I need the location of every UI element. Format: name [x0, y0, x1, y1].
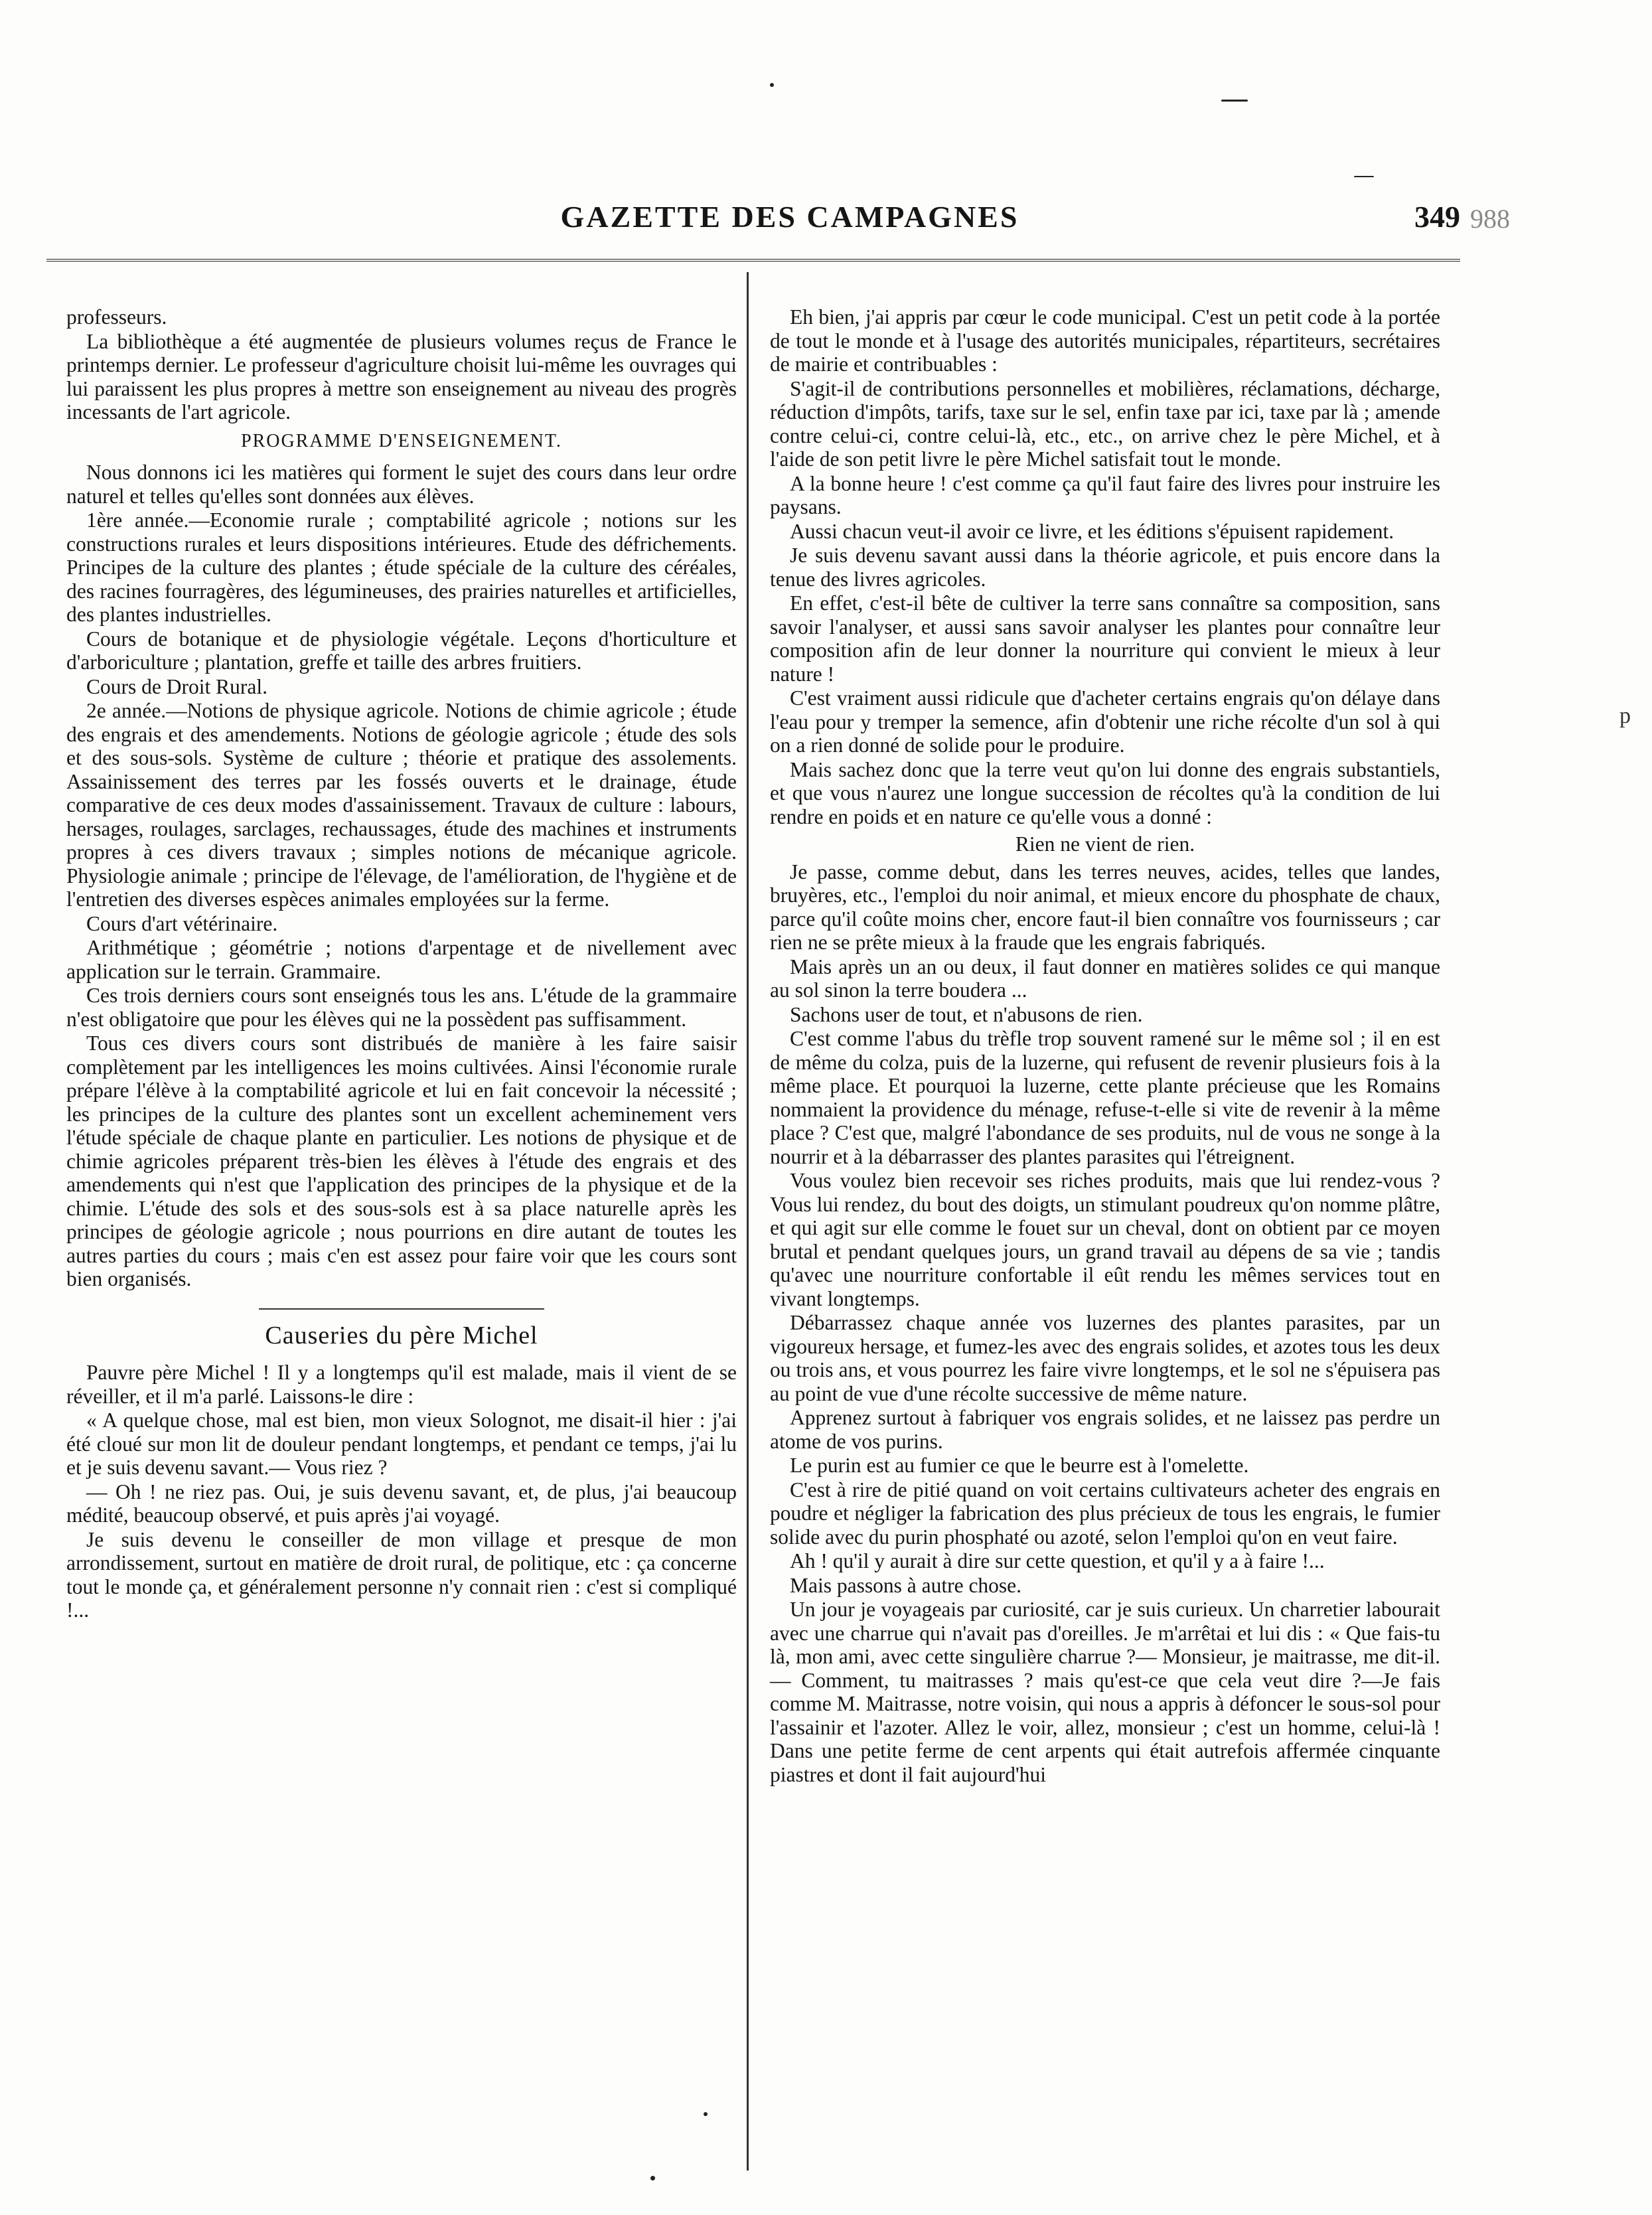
- paragraph: 2e année.—Notions de physique agricole. Notions de chimie agricole ; étude des engrais et des amendements. Notions de géologie agricole ; étude des sols et des sous-sols. Système de culture ; théorie et pratique des assolements. Assainissement des terres par les fossés ouverts et le drainage, étude comparative de ces deux modes d'assainissement. Travaux de culture : labours, hersages, roulages, sarclages, rechaussages, étude des machines et instruments propres à ces divers travaux ; simples notions de mécanique agricole. Physiologie animale ; principe de l'élevage, de l'amélioration, de l'hygiène et de l'entretien des diverses espèces animales employées sur la ferme.: [66, 699, 737, 911]
- scan-speck: [650, 2176, 655, 2180]
- quote-line: Rien ne vient de rien.: [1015, 832, 1195, 856]
- paragraph: Vous voulez bien recevoir ses riches produits, mais que lui rendez-vous ? Vous lui rendez, du bout des doigts, un stimulant poudreux qu'on nomme plâtre, et qui agit sur elle comme le fouet sur un cheval, dont on obtient par ce moyen brutal et pendant quelques jours, un grand travail au dépens de sa vie ; tandis qu'avec une nourriture confortable il eût rendu les mêmes services tout en vivant longtemps.: [770, 1169, 1440, 1310]
- paragraph: Je suis devenu le conseiller de mon village et presque de mon arrondissement, surtout en matière de droit rural, de politique, etc : ça concerne tout le monde ça, et généralement personne n'y connait rien : c'est si compliqué !...: [66, 1527, 737, 1622]
- paragraph: Mais passons à autre chose.: [790, 1573, 1022, 1597]
- right-column: [770, 305, 1440, 1787]
- paragraph: Pauvre père Michel ! Il y a longtemps qu'il est malade, mais il vient de se réveiller, et il m'a parlé. Laissons-le dire :: [66, 1361, 737, 1408]
- paragraph: Tous ces divers cours sont distribués de manière à les faire saisir complètement par les intelligences les moins cultivées. Ainsi l'économie rurale prépare l'élève à la comptabilité agricole et lui en fait concevoir la nécessité ; les principes de la culture des plantes sont un excellent acheminement vers l'étude spéciale de chaque plante en particulier. Les notions de physique et de chimie agricoles préparent très-bien les élèves à l'étude des engrais et des amendements qui n'est que l'application des principes de la physique et de la chimie. L'étude des sols et des sous-sols est à sa place naturelle après les principes de géologie agricole ; nous pourrions en dire autant de toutes les autres parties du cours ; mais c'en est assez pour faire voir que les cours sont bien organisés.: [66, 1031, 737, 1290]
- scan-speck: [1354, 176, 1374, 177]
- paragraph: Cours de botanique et de physiologie végétale. Leçons d'horticulture et d'arboriculture ; plantation, greffe et taille des arbres fruitiers.: [66, 627, 737, 674]
- margin-mark: p: [1619, 704, 1631, 728]
- paragraph: 1ère année.—Economie rurale ; comptabilité agricole ; notions sur les constructions rurales et leurs dispositions intérieures. Etude des défrichements. Principes de la culture des plantes ; étude spéciale de la culture des céréales, des racines fourragères, des légumineuses, des prairies naturelles et artificielles, des plantes industrielles.: [66, 508, 737, 626]
- paragraph: Mais après un an ou deux, il faut donner en matières solides ce qui manque au sol sinon la terre boudera ...: [770, 955, 1440, 1002]
- paragraph: Cours d'art vétérinaire.: [86, 911, 278, 935]
- page-number: 349: [1414, 200, 1460, 234]
- paragraph: Apprenez surtout à fabriquer vos engrais solides, et ne laissez pas perdre un atome de vos purins.: [770, 1406, 1440, 1453]
- paragraph: Je passe, comme debut, dans les terres neuves, acides, telles que landes, bruyères, etc., l'emploi du noir animal, et mieux encore du phosphate de chaux, parce qu'il coûte moins cher, encore faut-il bien connaître vos fournisseurs ; car rien ne se prête mieux à la fraude que les engrais fabriqués.: [770, 860, 1440, 954]
- paragraph: C'est à rire de pitié quand on voit certains cultivateurs acheter des engrais en poudre et négliger la fabrication des plus précieux de tous les engrais, le fumier solide avec du purin phosphaté ou azoté, selon l'emploi qu'on en veut faire.: [770, 1478, 1440, 1549]
- paragraph: En effet, c'est-il bête de cultiver la terre sans connaître sa composition, sans savoir l'analyser, et aussi sans savoir analyser les plantes pour connaître leur composition afin de leur donner la nourriture qui convient le mieux à leur nature !: [770, 591, 1440, 686]
- scan-speck: [1221, 100, 1248, 102]
- paragraph: Mais sachez donc que la terre veut qu'on lui donne des engrais substantiels, et que vous n'aurez une longue succession de récoltes qu'à la condition de lui rendre en poids et en nature ce qu'elle vous a donné :: [770, 757, 1440, 828]
- paragraph: C'est vraiment aussi ridicule que d'acheter certains engrais qu'on délaye dans l'eau pour y tremper la semence, afin d'obtenir une riche récolte d'un sol à qui on a rien donné de solide pour le produire.: [770, 686, 1440, 757]
- scan-speck: [704, 2112, 708, 2116]
- paragraph: Nous donnons ici les matières qui forment le sujet des cours dans leur ordre naturel et telles qu'elles sont données aux élèves.: [66, 461, 737, 508]
- paragraph: Sachons user de tout, et n'abusons de rien.: [790, 1002, 1143, 1026]
- column-divider: [747, 272, 749, 2171]
- paragraph: Ces trois derniers cours sont enseignés tous les ans. L'étude de la grammaire n'est obligatoire que pour les élèves qui ne la possèdent pas suffisamment.: [66, 984, 737, 1031]
- paragraph: Je suis devenu savant aussi dans la théorie agricole, et puis encore dans la tenue des livres agricoles.: [770, 544, 1440, 591]
- margin-fragment: 988: [1470, 204, 1510, 234]
- section-divider: [259, 1308, 544, 1310]
- causeries-heading: Causeries du père Michel: [265, 1321, 538, 1349]
- paragraph: Cours de Droit Rural.: [86, 674, 267, 698]
- program-heading: PROGRAMME D'ENSEIGNEMENT.: [241, 430, 562, 451]
- paragraph: Un jour je voyageais par curiosité, car je suis curieux. Un charretier labourait avec une charrue qui n'avait pas d'oreilles. Je m'arrêtai et lui dis : « Que fais-tu là, mon ami, avec cette singulière charrue ?— Monsieur, je maitrasse, me dit-il.— Comment, tu maitrasses ? mais qu'est-ce que cela veut dire ?—Je fais comme M. Maitrasse, notre voisin, qui nous a appris à défoncer le sous-sol pour l'assainir et l'azoter. Allez le voir, allez, monsieur ; c'est un homme, celui-là ! Dans une petite ferme de cent arpents qui était autrefois affermée cinquante piastres et dont il fait aujourd'hui: [770, 1598, 1440, 1786]
- left-column: [66, 305, 737, 1623]
- paragraph: — Oh ! ne riez pas. Oui, je suis devenu savant, et, de plus, j'ai beaucoup médité, beaucoup observé, et puis après j'ai voyagé.: [66, 1480, 737, 1527]
- paragraph: Aussi chacun veut-il avoir ce livre, et les éditions s'épuisent rapidement.: [790, 519, 1394, 543]
- paragraph: S'agit-il de contributions personnelles et mobilières, réclamations, décharge, réduction d'impôts, tarifs, taxe sur le sel, enfin taxe par ici, taxe par là ; amende contre celui-ci, contre celui-là, etc., etc., on arrive chez le père Michel, et à l'aide de son petit livre le père Michel satisfait tout le monde.: [770, 376, 1440, 471]
- paragraph: Ah ! qu'il y aurait à dire sur cette question, et qu'il y a à faire !...: [790, 1549, 1325, 1572]
- paragraph: Arithmétique ; géométrie ; notions d'arpentage et de nivellement avec application sur le terrain. Grammaire.: [66, 936, 737, 983]
- paragraph: Débarrassez chaque année vos luzernes des plantes parasites, par un vigoureux hersage, et fumez-les avec des engrais solides, et azotes tous les deux ou trois ans, et vous pourrez les faire vivre longtemps, et le sol ne s'épuisera pas au point de vue d'une récolte successive de même nature.: [770, 1311, 1440, 1405]
- scan-speck: [770, 83, 774, 87]
- paragraph: « A quelque chose, mal est bien, mon vieux Solognot, me disait-il hier : j'ai été cloué sur mon lit de douleur pendant longtemps, et pendant ce temps, j'ai lu et je suis devenu savant.— Vous riez ?: [66, 1409, 737, 1479]
- header-rule: [46, 259, 1460, 262]
- paragraph: C'est comme l'abus du trèfle trop souvent ramené sur le même sol ; il en est de même du colza, puis de la luzerne, qui refusent de revenir plusieurs fois à la même place. Et pourquoi la luzerne, cette plante précieuse que les Romains nommaient la providence du ménage, refuse-t-elle si vite de revenir à la même place ? C'est que, malgré l'abondance de ses produits, nul de vous ne songe à la nourrir et à la débarrasser des plantes parasites qui l'étreignent.: [770, 1027, 1440, 1168]
- paragraph: A la bonne heure ! c'est comme ça qu'il faut faire des livres pour instruire les paysans.: [770, 471, 1440, 518]
- paragraph: Eh bien, j'ai appris par cœur le code municipal. C'est un petit code à la portée de tout le monde et à l'usage des autorités municipales, répartiteurs, secrétaires de mairie et contribuables :: [770, 305, 1440, 376]
- page-header: [46, 199, 1460, 246]
- paragraph: professeurs.: [66, 305, 167, 329]
- paragraph: Le purin est au fumier ce que le beurre est à l'omelette.: [790, 1454, 1249, 1477]
- newspaper-title: GAZETTE DES CAMPAGNES: [560, 200, 1019, 234]
- paragraph: La bibliothèque a été augmentée de plusieurs volumes reçus de France le printemps dernier. Le professeur d'agriculture choisit lui-même les ouvrages qui lui paraissent les plus propres à mettre son enseignement au niveau des progrès incessants de l'art agricole.: [66, 329, 737, 423]
